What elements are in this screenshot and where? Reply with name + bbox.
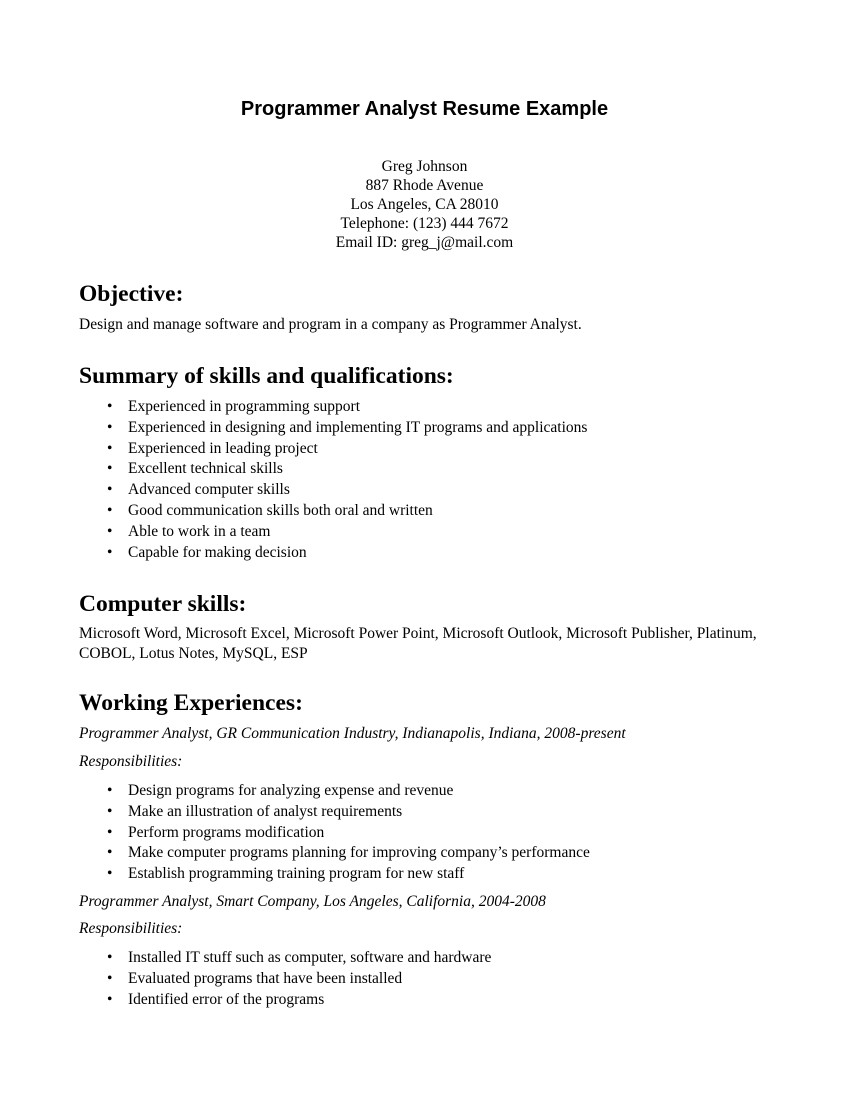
summary-heading: Summary of skills and qualifications: — [79, 363, 454, 389]
list-item-text: Make computer programs planning for improving company’s performance — [128, 844, 590, 862]
list-item-text: Evaluated programs that have been installed — [128, 969, 403, 987]
list-item — [105, 864, 590, 885]
list-item-text: Experienced in designing and implementing IT programs and applications — [128, 418, 588, 436]
list-item-text: Experienced in programming support — [128, 398, 361, 415]
list-item — [105, 397, 587, 418]
list-item — [105, 781, 590, 802]
list-item-text: Installed IT stuff such as computer, software and hardware — [128, 949, 492, 966]
bullet-icon: • — [107, 969, 113, 987]
list-item — [105, 418, 587, 439]
list-item — [105, 439, 587, 460]
job-title: Programmer Analyst, Smart Company, Los Angeles, California, 2004-2008 — [79, 893, 546, 910]
bullet-icon: • — [107, 522, 113, 540]
contact-telephone: Telephone: (123) 444 7672 — [340, 215, 509, 232]
bullet-icon: • — [107, 865, 113, 883]
page-title: Programmer Analyst Resume Example — [240, 98, 609, 120]
list-item-text: Identified error of the programs — [128, 990, 325, 1008]
list-item-text: Good communication skills both oral and written — [128, 501, 433, 519]
bullet-icon: • — [107, 844, 113, 862]
list-item — [105, 990, 491, 1011]
bullet-icon: • — [107, 990, 113, 1008]
list-item-text: Make an illustration of analyst requirements — [128, 802, 403, 820]
list-item — [105, 843, 590, 864]
list-item-text: Design programs for analyzing expense and revenue — [128, 782, 454, 799]
list-item — [105, 522, 587, 543]
list-item-text: Able to work in a team — [128, 522, 271, 540]
contact-address: 887 Rhode Avenue — [365, 177, 484, 194]
bullet-icon: • — [107, 439, 113, 457]
bullet-icon: • — [107, 501, 113, 519]
list-item — [105, 948, 491, 969]
objective-heading: Objective: — [79, 281, 184, 307]
computer-skills-text: Microsoft Word, Microsoft Excel, Microsoft Power Point, Microsoft Outlook, Microsoft Publisher, Platinum, COBOL, Lotus Notes, MySQL, ESP — [79, 625, 757, 662]
list-item-text: Perform programs modification — [128, 823, 325, 841]
contact-name: Greg Johnson — [381, 158, 468, 175]
list-item-text: Advanced computer skills — [128, 481, 290, 499]
bullet-icon: • — [107, 460, 113, 478]
contact-city: Los Angeles, CA 28010 — [350, 196, 499, 213]
list-item — [105, 823, 590, 844]
bullet-icon: • — [107, 481, 113, 499]
bullet-icon: • — [107, 802, 113, 820]
contact-email: Email ID: greg_j@mail.com — [335, 234, 514, 251]
bullet-icon: • — [107, 823, 113, 841]
bullet-icon: • — [107, 949, 113, 966]
list-item — [105, 802, 590, 823]
contact-block — [0, 157, 849, 252]
list-item — [105, 543, 587, 564]
bullet-icon: • — [107, 398, 113, 415]
job-2-responsibilities — [105, 948, 491, 1010]
list-item-text: Capable for making decision — [128, 543, 307, 561]
responsibilities-label: Responsibilities: — [79, 753, 183, 770]
list-item-text: Establish programming training program for new staff — [128, 865, 465, 883]
list-item — [105, 459, 587, 480]
experience-heading: Working Experiences: — [79, 690, 303, 716]
objective-text: Design and manage software and program in a company as Programmer Analyst. — [79, 316, 582, 333]
list-item — [105, 969, 491, 990]
list-item — [105, 480, 587, 501]
list-item — [105, 501, 587, 522]
list-item-text: Excellent technical skills — [128, 460, 283, 478]
computer-skills-heading: Computer skills: — [79, 591, 247, 617]
job-1-responsibilities — [105, 781, 590, 885]
bullet-icon: • — [107, 782, 113, 799]
bullet-icon: • — [107, 418, 113, 436]
responsibilities-label: Responsibilities: — [79, 920, 183, 937]
job-title: Programmer Analyst, GR Communication Industry, Indianapolis, Indiana, 2008-present — [79, 725, 626, 742]
list-item-text: Experienced in leading project — [128, 439, 318, 457]
bullet-icon: • — [107, 543, 113, 561]
summary-list — [105, 397, 587, 563]
